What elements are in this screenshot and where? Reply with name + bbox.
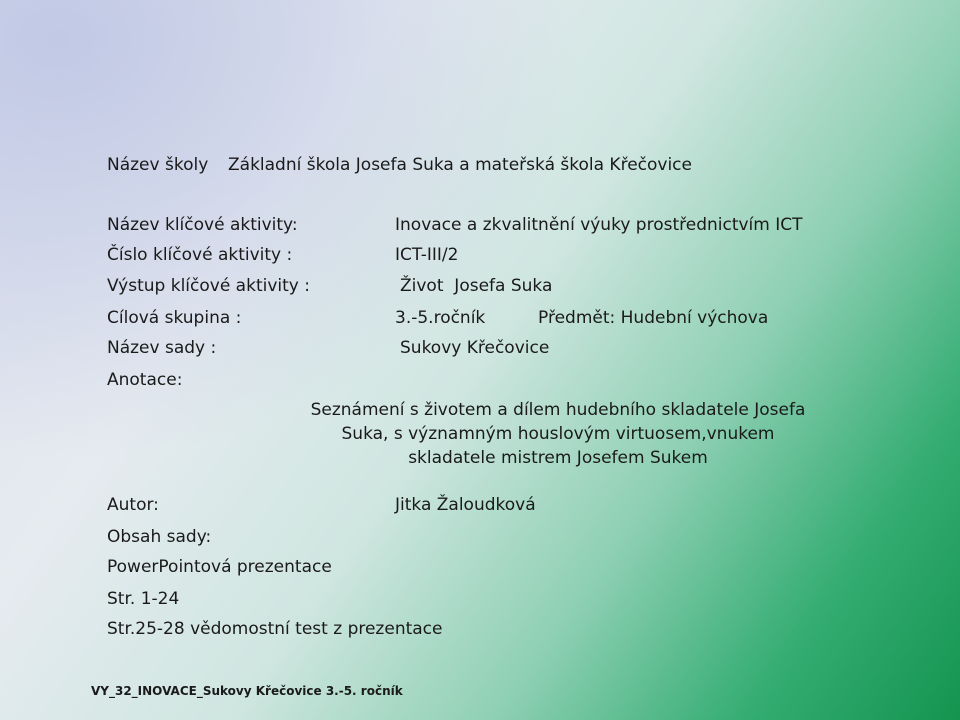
target-group-value: 3.-5.ročník <box>395 308 486 328</box>
subject-value: Předmět: Hudební výchova <box>538 308 769 328</box>
annotation-line: Seznámení s životem a dílem hudebního skladatele Josefa <box>310 400 806 420</box>
target-group-label: Cílová skupina : <box>107 308 242 328</box>
author-label: Autor: <box>107 495 159 515</box>
annotation-line: Suka, s významným houslovým virtuosem,vnukem <box>341 424 775 444</box>
footer-code: VY_32_INOVACE_Sukovy Křečovice 3.-5. ročník <box>91 684 403 698</box>
annotation-line: skladatele mistrem Josefem Sukem <box>408 448 708 468</box>
content-label: Obsah sady: <box>107 527 212 547</box>
set-name-value: Sukovy Křečovice <box>400 338 550 358</box>
annotation-text <box>298 398 818 470</box>
activity-output-label: Výstup klíčové aktivity : <box>107 276 310 296</box>
activity-output-value: Život Josefa Suka <box>400 276 553 296</box>
annotation-label: Anotace: <box>107 370 183 390</box>
school-label: Název školy <box>107 155 209 175</box>
content-line: Str. 1-24 <box>107 589 180 609</box>
content-line: PowerPointová prezentace <box>107 557 332 577</box>
author-value: Jitka Žaloudková <box>395 495 536 515</box>
activity-number-label: Číslo klíčové aktivity : <box>107 245 293 265</box>
content-line: Str.25-28 vědomostní test z prezentace <box>107 619 443 639</box>
activity-name-label: Název klíčové aktivity: <box>107 215 298 235</box>
school-value: Základní škola Josefa Suka a mateřská škola Křečovice <box>228 155 692 175</box>
set-name-label: Název sady : <box>107 338 217 358</box>
activity-number-value: ICT-III/2 <box>395 245 459 265</box>
activity-name-value: Inovace a zkvalitnění výuky prostřednictvím ICT <box>395 215 803 235</box>
